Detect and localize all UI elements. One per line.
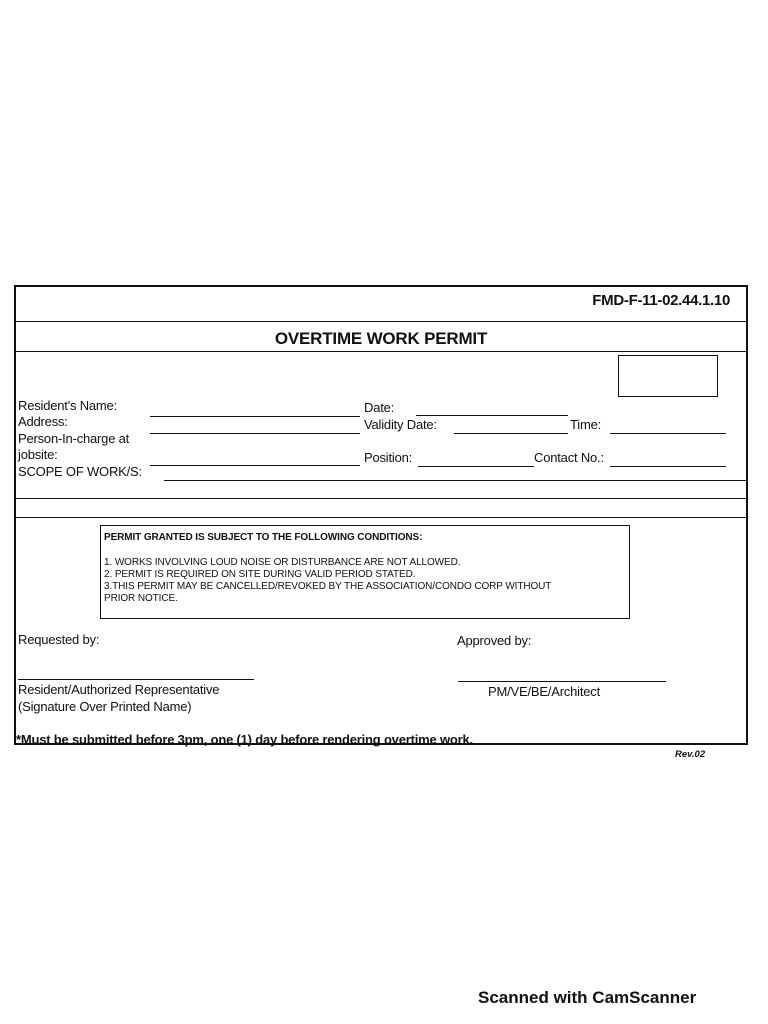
scope-line[interactable] [164,480,748,481]
jobsite-label: jobsite: [18,447,58,462]
revision-label: Rev.02 [675,749,706,760]
divider [16,517,746,518]
approver-role-label: PM/VE/BE/Architect [488,684,600,699]
address-label: Address: [18,414,68,429]
requested-by-label: Requested by: [18,632,100,647]
resident-name-label: Resident's Name: [18,398,117,413]
divider [16,498,746,499]
stamp-box [618,355,718,397]
condition-item: 1. WORKS INVOLVING LOUD NOISE OR DISTURBANCE ARE NOT ALLOWED. [104,557,461,568]
contact-no-line[interactable] [610,466,726,467]
scanner-watermark: Scanned with CamScanner [478,988,697,1007]
approved-by-signature-line[interactable] [458,681,666,682]
validity-date-line[interactable] [454,433,568,434]
position-line[interactable] [418,466,534,467]
time-label: Time: [570,417,602,432]
condition-item: 3.THIS PERMIT MAY BE CANCELLED/REVOKED BY THE ASSOCIATION/CONDO CORP WITHOUT [104,581,552,592]
permit-form [14,285,748,745]
signature-note: (Signature Over Printed Name) [18,699,192,714]
submission-note: *Must be submitted before 3pm, one (1) day before rendering overtime work. [16,732,473,747]
approved-by-label: Approved by: [457,633,532,648]
person-in-charge-label: Person-In-charge at [18,431,130,446]
divider [16,321,746,322]
condition-item: PRIOR NOTICE. [104,593,178,604]
contact-no-label: Contact No.: [534,450,604,465]
person-in-charge-line[interactable] [150,465,360,466]
position-label: Position: [364,450,413,465]
validity-date-label: Validity Date: [364,417,437,432]
scope-label: SCOPE OF WORK/S: [18,464,142,479]
form-code: FMD-F-11-02.44.1.10 [592,292,730,309]
date-label: Date: [364,400,395,415]
date-line[interactable] [416,415,568,416]
resident-name-line[interactable] [150,416,360,417]
divider [16,351,746,352]
condition-item: 2. PERMIT IS REQUIRED ON SITE DURING VALID PERIOD STATED. [104,569,416,580]
conditions-heading: PERMIT GRANTED IS SUBJECT TO THE FOLLOWING CONDITIONS: [104,532,423,543]
requested-by-signature-line[interactable] [18,679,254,680]
conditions-box [100,525,630,619]
time-line[interactable] [610,433,726,434]
address-line[interactable] [150,433,360,434]
resident-rep-label: Resident/Authorized Representative [18,682,220,697]
form-title: OVERTIME WORK PERMIT [274,329,488,348]
